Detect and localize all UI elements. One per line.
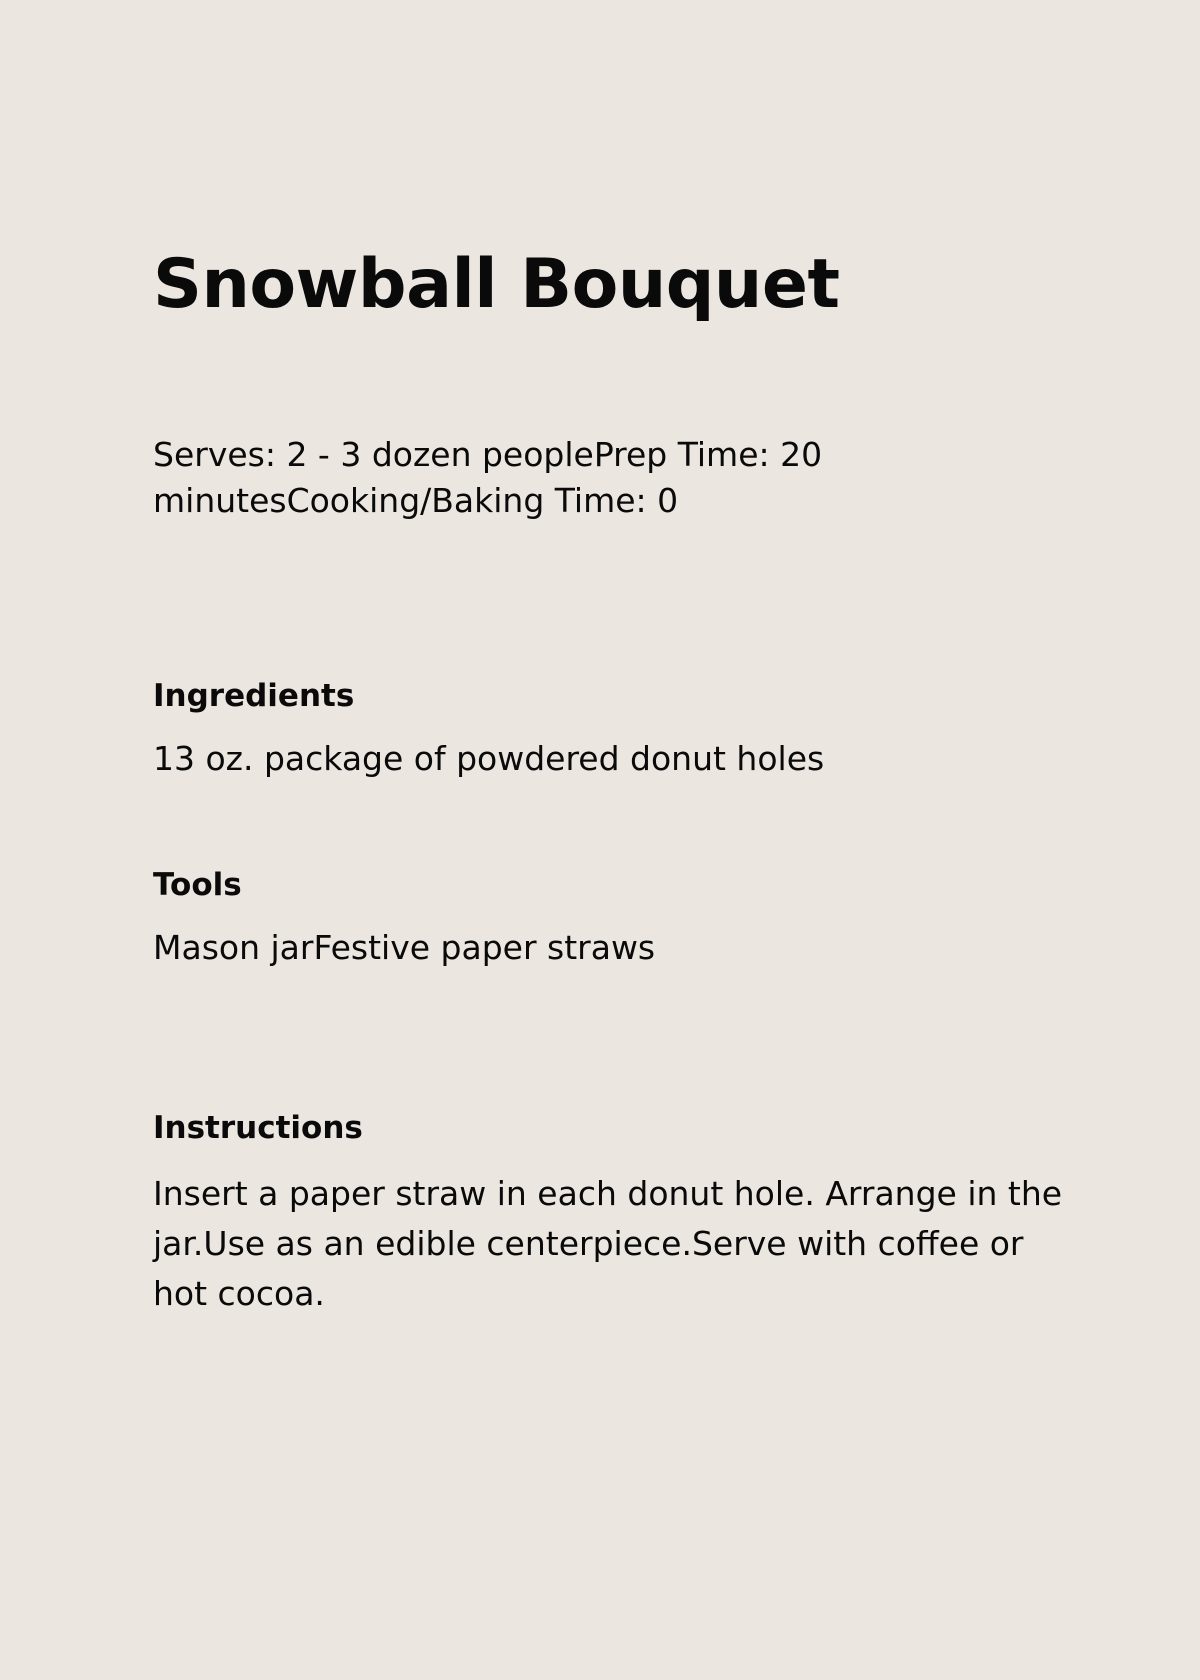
ingredients-text: 13 oz. package of powdered donut holes	[153, 739, 825, 778]
tools-heading: Tools	[153, 867, 242, 903]
recipe-title: Snowball Bouquet	[153, 245, 840, 324]
instructions-heading: Instructions	[153, 1110, 363, 1146]
recipe-meta: Serves: 2 - 3 dozen peoplePrep Time: 20 minutesCooking/Baking Time: 0	[153, 435, 823, 520]
tools-text: Mason jarFestive paper straws	[153, 928, 656, 967]
instructions-text: Insert a paper straw in each donut hole. Arrange in the jar.Use as an edible centerpiece.Serve with coffee or hot cocoa.	[153, 1174, 1063, 1313]
ingredients-heading: Ingredients	[153, 678, 355, 714]
